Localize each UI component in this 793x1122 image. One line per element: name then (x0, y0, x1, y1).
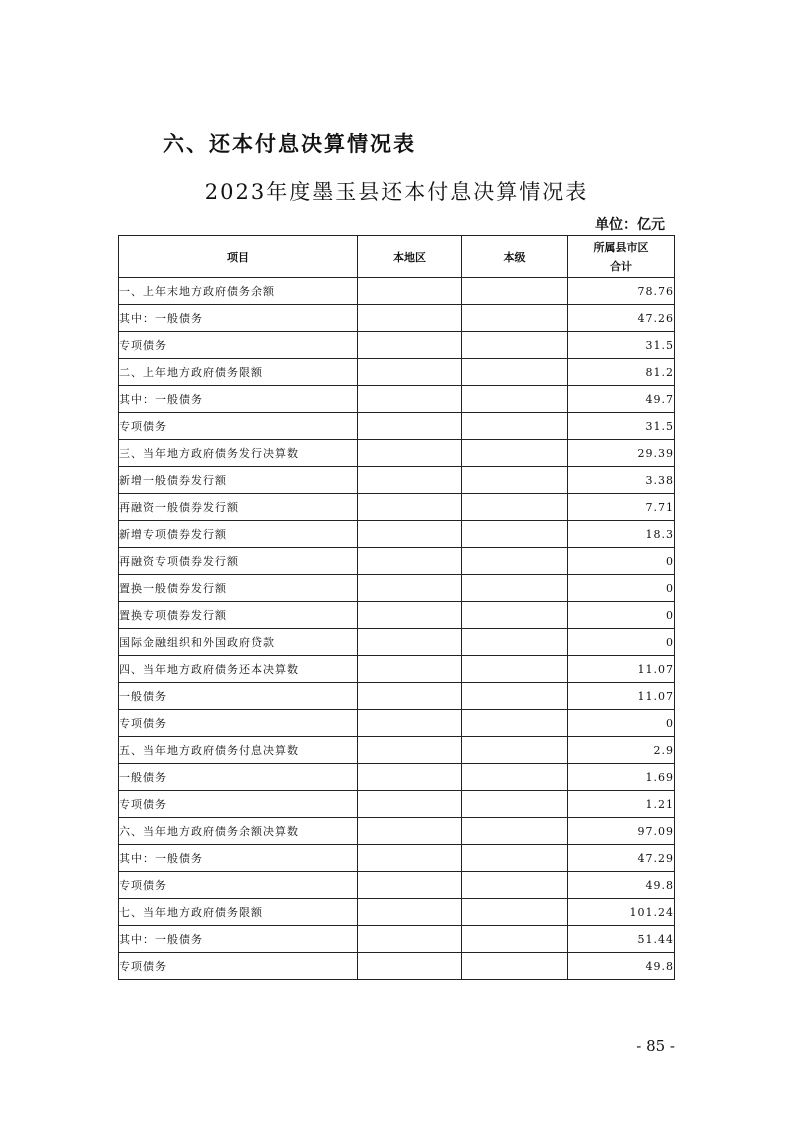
cell-local-level (462, 818, 568, 845)
cell-total: 101.24 (568, 899, 675, 926)
cell-item: 国际金融组织和外国政府贷款 (119, 629, 358, 656)
cell-local-level (462, 737, 568, 764)
section-heading: 六、还本付息决算情况表 (163, 132, 416, 156)
cell-local-level (462, 359, 568, 386)
cell-local-level (462, 467, 568, 494)
cell-local-level (462, 413, 568, 440)
cell-local-area (358, 710, 462, 737)
table-row (119, 872, 675, 899)
cell-item: 新增一般债券发行额 (119, 467, 358, 494)
debt-service-table (118, 235, 675, 980)
cell-local-level (462, 764, 568, 791)
table-row (119, 575, 675, 602)
cell-total: 47.26 (568, 305, 675, 332)
table-row (119, 386, 675, 413)
cell-local-area (358, 845, 462, 872)
table-row (119, 818, 675, 845)
header-total-line1: 所属县市区 (593, 240, 649, 254)
cell-item: 三、当年地方政府债务发行决算数 (119, 440, 358, 467)
cell-total: 49.8 (568, 872, 675, 899)
cell-item: 四、当年地方政府债务还本决算数 (119, 656, 358, 683)
cell-local-area (358, 953, 462, 980)
cell-local-area (358, 791, 462, 818)
cell-total: 49.8 (568, 953, 675, 980)
document-title: 2023年度墨玉县还本付息决算情况表 (204, 180, 589, 204)
cell-item: 再融资专项债券发行额 (119, 548, 358, 575)
cell-local-area (358, 386, 462, 413)
cell-local-level (462, 926, 568, 953)
cell-total: 78.76 (568, 278, 675, 305)
header-local-level: 本级 (462, 236, 568, 278)
cell-local-area (358, 926, 462, 953)
cell-local-area (358, 467, 462, 494)
cell-item: 六、当年地方政府债务余额决算数 (119, 818, 358, 845)
table-row (119, 548, 675, 575)
cell-total: 31.5 (568, 413, 675, 440)
cell-total: 31.5 (568, 332, 675, 359)
table-body (119, 278, 675, 980)
cell-local-level (462, 602, 568, 629)
table-row (119, 521, 675, 548)
table-row (119, 845, 675, 872)
header-item: 项目 (119, 236, 358, 278)
cell-item: 二、上年地方政府债务限额 (119, 359, 358, 386)
page-number: - 85 - (636, 1037, 675, 1055)
cell-local-area (358, 521, 462, 548)
cell-local-area (358, 575, 462, 602)
cell-item: 置换一般债券发行额 (119, 575, 358, 602)
cell-local-level (462, 710, 568, 737)
cell-total: 81.2 (568, 359, 675, 386)
header-subordinate-total (568, 236, 675, 278)
cell-local-level (462, 683, 568, 710)
cell-item: 专项债务 (119, 710, 358, 737)
cell-total: 7.71 (568, 494, 675, 521)
cell-item: 专项债务 (119, 953, 358, 980)
cell-local-level (462, 548, 568, 575)
table-row (119, 899, 675, 926)
table-row (119, 467, 675, 494)
table-row (119, 332, 675, 359)
table-row (119, 791, 675, 818)
table-row (119, 305, 675, 332)
cell-local-level (462, 332, 568, 359)
cell-local-level (462, 575, 568, 602)
cell-total: 51.44 (568, 926, 675, 953)
table-row (119, 629, 675, 656)
table-row (119, 764, 675, 791)
table-header-row (119, 236, 675, 278)
cell-local-area (358, 494, 462, 521)
cell-local-level (462, 305, 568, 332)
cell-local-level (462, 899, 568, 926)
cell-local-level (462, 656, 568, 683)
table-row (119, 953, 675, 980)
cell-total: 2.9 (568, 737, 675, 764)
table-row (119, 710, 675, 737)
cell-total: 0 (568, 602, 675, 629)
cell-local-area (358, 818, 462, 845)
cell-item: 其中：一般债务 (119, 386, 358, 413)
cell-local-area (358, 656, 462, 683)
cell-local-area (358, 440, 462, 467)
cell-local-area (358, 764, 462, 791)
cell-local-level (462, 440, 568, 467)
table-row (119, 413, 675, 440)
cell-local-area (358, 602, 462, 629)
header-total-line2: 合计 (610, 259, 632, 273)
cell-local-area (358, 872, 462, 899)
cell-item: 专项债务 (119, 872, 358, 899)
cell-local-level (462, 845, 568, 872)
cell-item: 七、当年地方政府债务限额 (119, 899, 358, 926)
table-row (119, 737, 675, 764)
cell-item: 一、上年末地方政府债务余额 (119, 278, 358, 305)
cell-total: 1.21 (568, 791, 675, 818)
header-local-area: 本地区 (358, 236, 462, 278)
cell-item: 一般债务 (119, 683, 358, 710)
cell-local-area (358, 278, 462, 305)
cell-local-area (358, 548, 462, 575)
cell-total: 11.07 (568, 683, 675, 710)
cell-total: 3.38 (568, 467, 675, 494)
cell-local-level (462, 278, 568, 305)
cell-item: 其中：一般债务 (119, 926, 358, 953)
table-row (119, 602, 675, 629)
cell-local-area (358, 305, 462, 332)
cell-total: 0 (568, 710, 675, 737)
cell-total: 0 (568, 629, 675, 656)
table-row (119, 359, 675, 386)
cell-item: 再融资一般债券发行额 (119, 494, 358, 521)
cell-total: 97.09 (568, 818, 675, 845)
unit-label: 单位：亿元 (595, 217, 665, 233)
cell-item: 专项债务 (119, 413, 358, 440)
cell-total: 0 (568, 548, 675, 575)
cell-local-level (462, 521, 568, 548)
cell-local-area (358, 413, 462, 440)
cell-local-area (358, 629, 462, 656)
cell-item: 其中：一般债务 (119, 305, 358, 332)
cell-total: 47.29 (568, 845, 675, 872)
cell-item: 其中：一般债务 (119, 845, 358, 872)
table-row (119, 926, 675, 953)
table-row (119, 440, 675, 467)
table-row (119, 656, 675, 683)
cell-item: 专项债务 (119, 791, 358, 818)
cell-total: 1.69 (568, 764, 675, 791)
cell-local-area (358, 359, 462, 386)
cell-local-level (462, 872, 568, 899)
cell-local-level (462, 953, 568, 980)
cell-total: 18.3 (568, 521, 675, 548)
cell-item: 专项债务 (119, 332, 358, 359)
cell-local-level (462, 791, 568, 818)
cell-local-area (358, 737, 462, 764)
cell-total: 11.07 (568, 656, 675, 683)
cell-local-area (358, 332, 462, 359)
cell-local-area (358, 899, 462, 926)
table-row (119, 278, 675, 305)
cell-item: 一般债务 (119, 764, 358, 791)
cell-local-level (462, 629, 568, 656)
table-row (119, 683, 675, 710)
cell-item: 新增专项债券发行额 (119, 521, 358, 548)
cell-total: 49.7 (568, 386, 675, 413)
cell-local-area (358, 683, 462, 710)
cell-item: 五、当年地方政府债务付息决算数 (119, 737, 358, 764)
table-row (119, 494, 675, 521)
cell-item: 置换专项债券发行额 (119, 602, 358, 629)
cell-local-level (462, 386, 568, 413)
cell-local-level (462, 494, 568, 521)
cell-total: 29.39 (568, 440, 675, 467)
cell-total: 0 (568, 575, 675, 602)
